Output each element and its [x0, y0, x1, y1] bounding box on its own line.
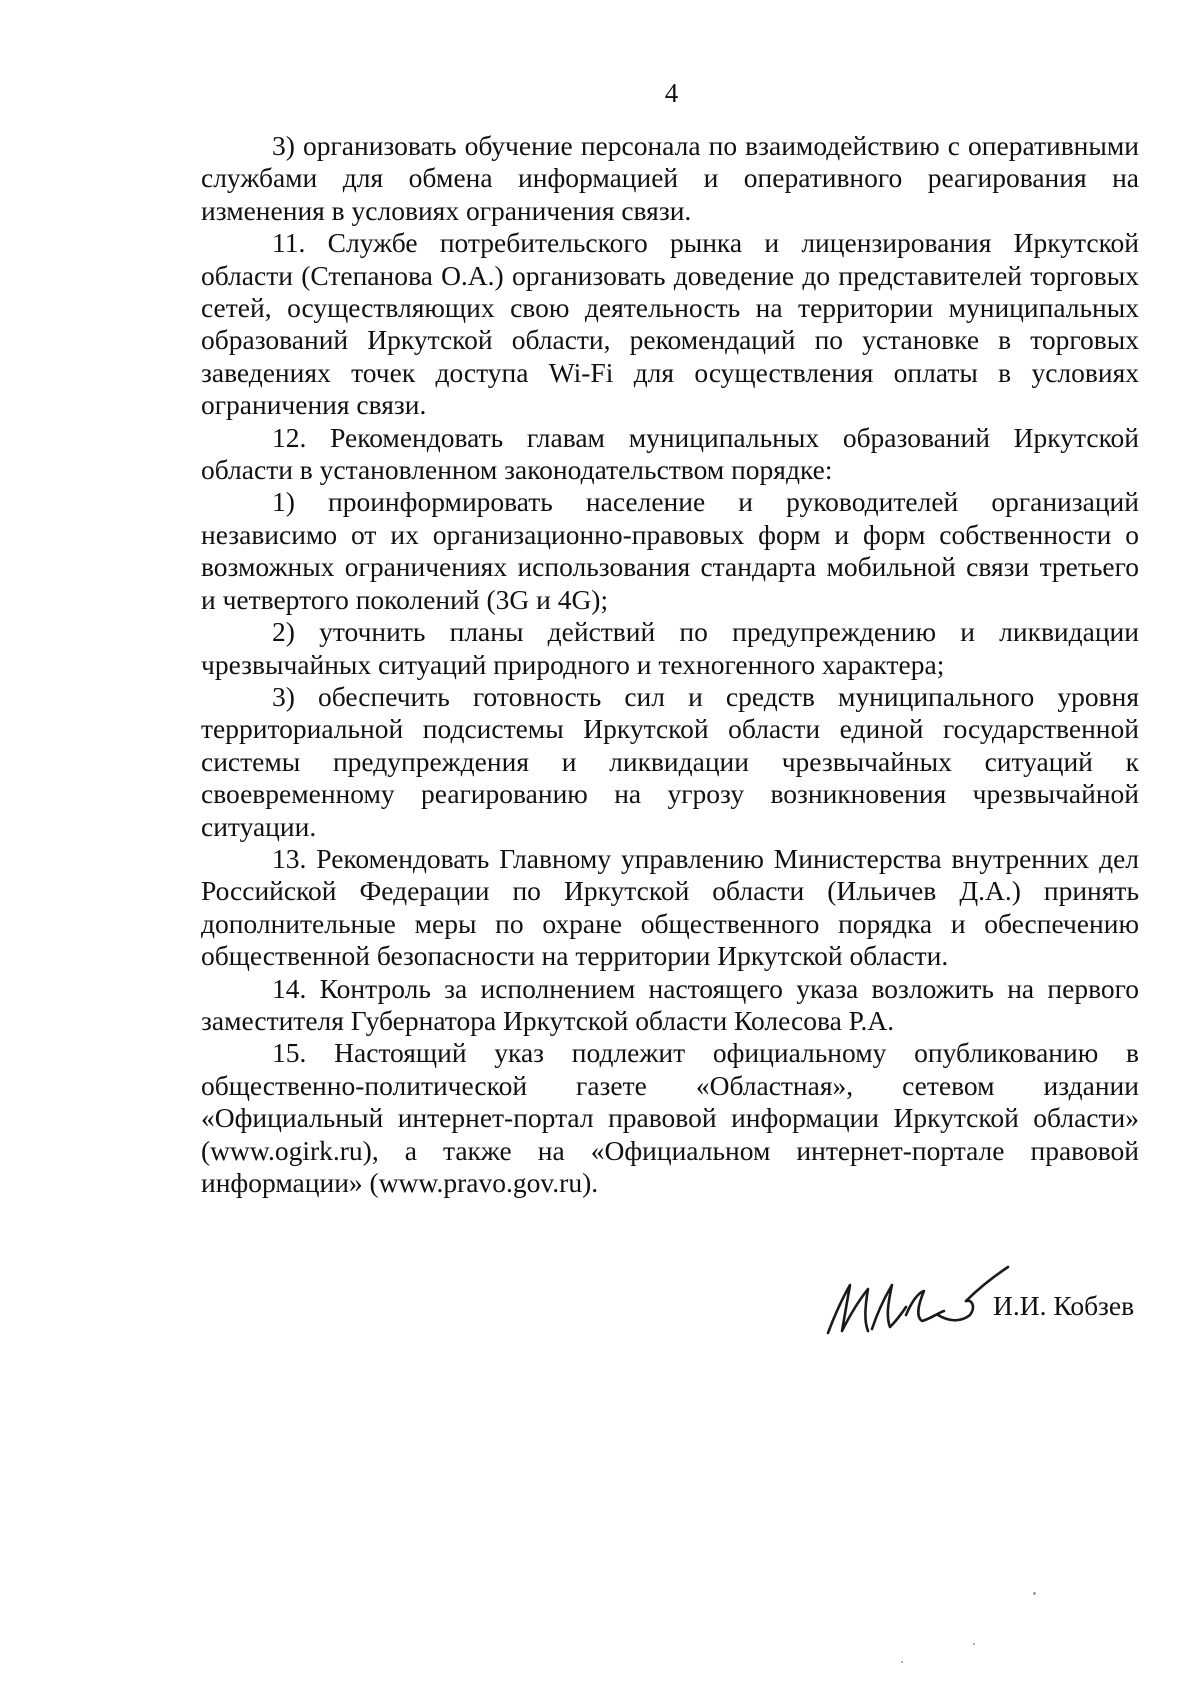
paragraph-13-interior-ministry: 13. Рекомендовать Главному управлению Министерства внутренних дел Российской Федерации по Иркутской области (Ильичев Д.А.) принять дополнительные меры по охране общественного порядка и обеспечению общественной безопасности на территории Иркутской области. [201, 842, 1139, 972]
scan-speck [901, 1661, 903, 1663]
paragraph-12-municipal-heads: 12. Рекомендовать главам муниципальных образований Иркутской области в установленном законодательством порядке: [201, 421, 1139, 486]
handwritten-signature [820, 1255, 1010, 1345]
page-number: 4 [664, 78, 679, 108]
paragraph-15-publication: 15. Настоящий указ подлежит официальному опубликованию в общественно-политической газете «Областная», сетевом издании «Официальный интернет-портал правовой информации Иркутской области» (www.ogirk.ru), а также на «Официальном интернет-портале правовой информации» (www.pravo.gov.ru). [201, 1037, 1139, 1198]
paragraph-12-item-1: 1) проинформировать население и руководителей организаций независимо от их организационно-правовых форм и форм собственности о возможных ограничениях использования стандарта мобильной связи третьего и четвертого поколений (3G и 4G); [201, 486, 1139, 615]
scan-speck [1033, 1592, 1036, 1595]
paragraph-12-item-2: 2) уточнить планы действий по предупреждению и ликвидации чрезвычайных ситуаций природного и техногенного характера; [201, 616, 1139, 680]
scan-speck [973, 1643, 975, 1645]
signature-block [820, 1255, 1150, 1345]
paragraph-12-item-3: 3) обеспечить готовность сил и средств муниципального уровня территориальной подсистемы Иркутской области единой государственной системы предупреждения и ликвидации чрезвычайных ситуаций к своевременному реагированию на угрозу возникновения чрезвычайной ситуации. [201, 680, 1139, 842]
signer-name: И.И. Кобзев [993, 1290, 1135, 1321]
paragraph-item-3-training: 3) организовать обучение персонала по взаимодействию с оперативными службами для обмена информацией и оперативного реагирования на изменения в условиях ограничения связи. [201, 130, 1139, 226]
paragraph-14-control: 14. Контроль за исполнением настоящего указа возложить на первого заместителя Губернатора Иркутской области Колесова Р.А. [201, 972, 1139, 1036]
paragraph-11-consumer-market: 11. Службе потребительского рынка и лицензирования Иркутской области (Степанова О.А.) организовать доведение до представителей торговых сетей, осуществляющих свою деятельность на территории муниципальных образований Иркутской области, рекомендаций по установке в торговых заведениях точек доступа Wi-Fi для осуществления оплаты в условиях ограничения связи. [201, 227, 1139, 421]
document-body [201, 130, 1139, 1199]
